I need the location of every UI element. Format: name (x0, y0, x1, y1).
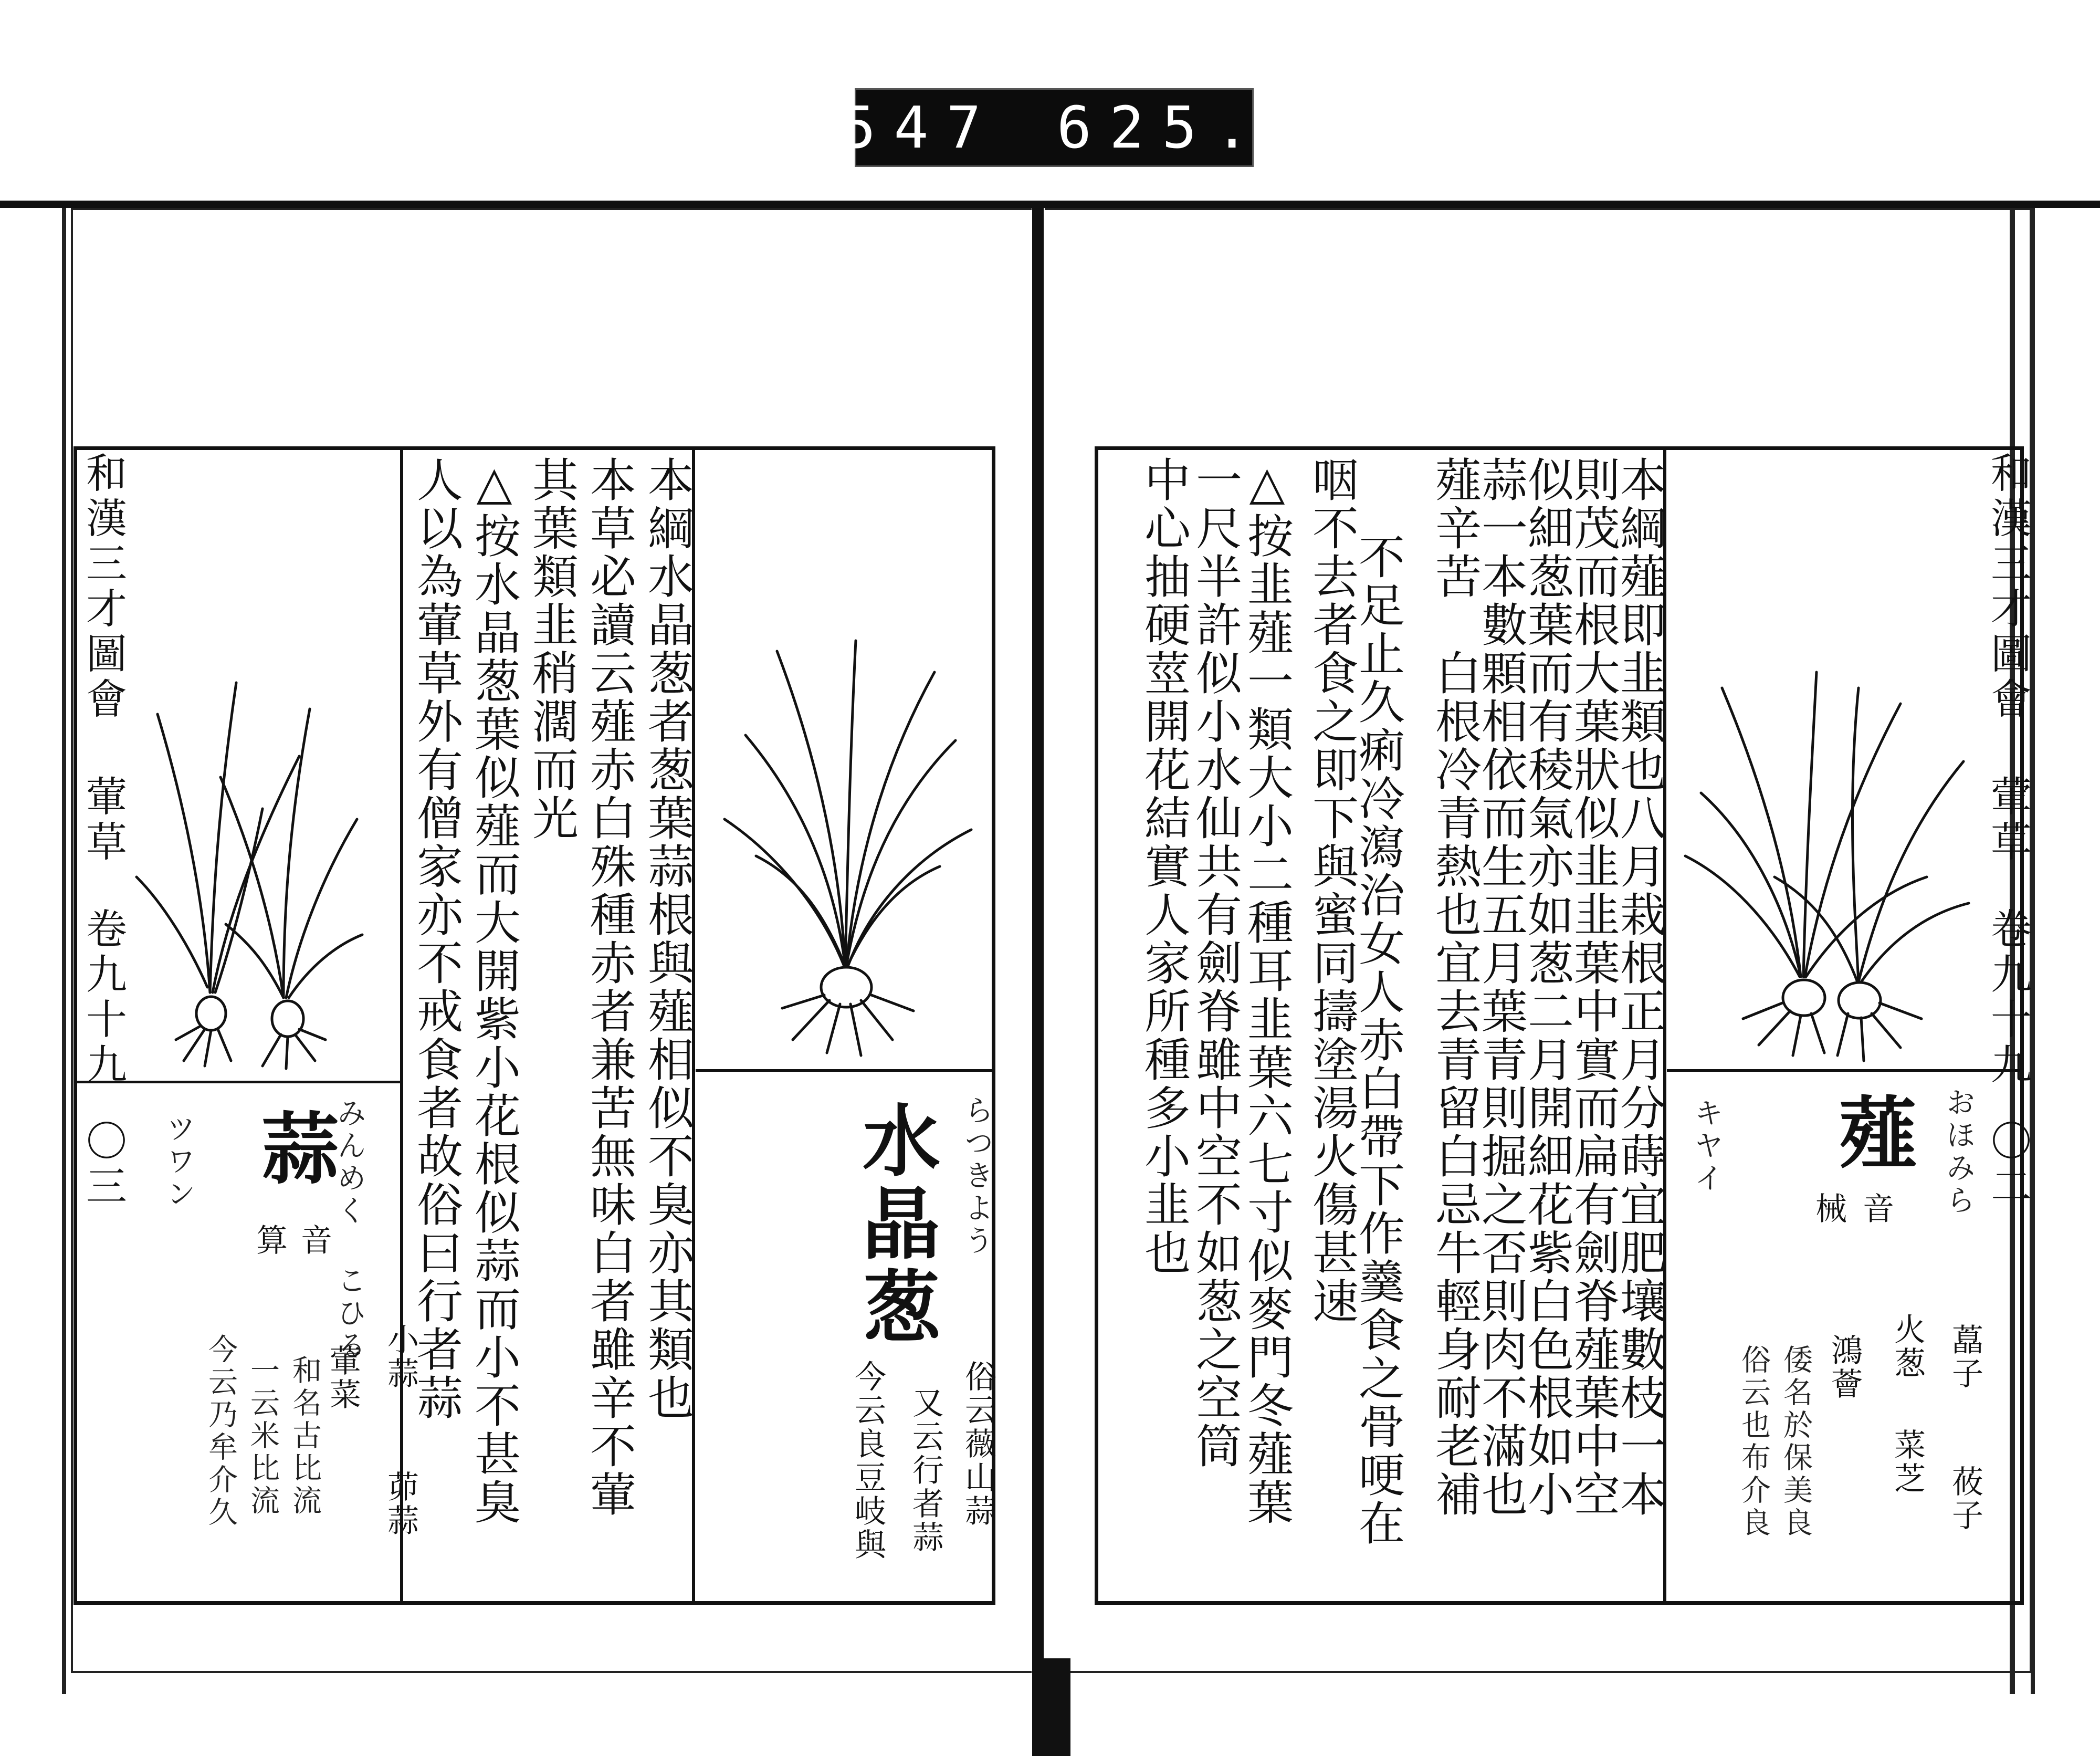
film-number-right: 625. (1056, 94, 1267, 161)
xie-yin-label: 音 (1857, 1192, 1894, 1226)
suan-yin-label: 音 (296, 1224, 332, 1257)
left-text-column: 其葉類韭稍濶而光 (525, 456, 579, 842)
xie-illustration (1680, 656, 1974, 1066)
suan-kana-reading: みんめく こひる (332, 1098, 366, 1363)
xie-yin-char: 械 (1810, 1192, 1847, 1226)
film-frame-label (841, 88, 1267, 167)
film-number-left: 547 (841, 94, 999, 161)
suan-wamyo-3: 今云乃牟介久 (204, 1334, 238, 1529)
shuijingcong-illustration (714, 630, 976, 1061)
right-text-column: 不足止久痢冷瀉治女人赤白帶下作羹食之骨哽在 (1351, 533, 1405, 1548)
right-margin-title: 和漢三才圖會葷草卷九十九〇二 (1984, 452, 2031, 1210)
right-text-column: 薤辛苦 白根冷青熱也宜去青留白忌牛輕身耐老補 (1428, 456, 1482, 1519)
garlic-illustration (126, 651, 368, 1071)
shuijingcong-title: 水晶葱 (850, 1100, 941, 1349)
book-top-edge (0, 201, 2100, 208)
xie-alias-3: 火葱 (1889, 1313, 1926, 1380)
left-text-column: 本草必讀云薤赤白殊種赤者兼苦無味白者雖辛不葷 (583, 456, 637, 1519)
suan-yin-char: 算 (251, 1224, 288, 1257)
left-illustration-base-b (696, 1069, 992, 1072)
shuijingcong-alias-1: 俗云薇山蒜 (960, 1360, 996, 1528)
xie-alias-5: 鴻薈 (1826, 1334, 1863, 1401)
shuijingcong-alias-3: 今云良豆岐與 (849, 1360, 886, 1562)
xie-wamyo-2: 俗云也布介良 (1737, 1344, 1771, 1540)
right-text-column: 則茂而根大葉狀似韭韭葉中實而扁有劍脊薤葉中空 (1567, 456, 1621, 1519)
xie-kana-reading: おほみら (1941, 1087, 1976, 1217)
right-text-column: 本綱薤即韭類也八月栽根正月分蒔宜肥壤數枝一本 (1613, 456, 1667, 1519)
left-text-column: △按水晶葱葉似薤而大開紫小花根似蒜而小不甚臭 (467, 456, 521, 1527)
shuijingcong-kana-reading: らつきよう (960, 1095, 994, 1258)
left-text-column: 本綱水晶葱者葱葉蒜根與薤相似不臭亦其類也 (640, 456, 695, 1422)
left-divider-a (400, 450, 403, 1601)
right-text-column: 蒜一本數顆相依而生五月葉青則掘之否則肉不滿也 (1474, 456, 1528, 1519)
book-spine (1032, 201, 1044, 1756)
right-text-column: 中心抽硬莖開花結實人家所種多小韭也 (1137, 456, 1191, 1277)
xie-alias-4: 菜芝 (1889, 1428, 1926, 1496)
right-illustration-base (1667, 1069, 2020, 1072)
xie-wamyo-1: 倭名於保美良 (1779, 1344, 1813, 1540)
suan-alias-2: 茆蒜 (382, 1470, 419, 1538)
left-margin-title: 和漢三才圖會葷草卷九十九〇三 (79, 452, 127, 1210)
left-page-edge (62, 208, 66, 1694)
right-text-column: △按韭薤一類大小二種耳韭葉六七寸似麥門冬薤葉 (1240, 456, 1294, 1527)
right-text-column: 似細葱葉而有稜氣亦如葱二月開細花紫白色根如小 (1520, 456, 1574, 1519)
suan-wamyo-2: 一云米比流 (246, 1355, 280, 1518)
shuijingcong-alias-2: 又云行者蒜 (907, 1386, 944, 1554)
xie-katakana: キヤイ (1689, 1098, 1724, 1195)
suan-alias-1: 小蒜 (382, 1323, 419, 1391)
left-text-column: 人以為葷草外有僧家亦不戒食者故俗曰行者蒜 (410, 456, 464, 1422)
spine-tab (1037, 1658, 1070, 1756)
suan-title: 蒜 (249, 1108, 340, 1191)
right-text-column: 咽不去者食之即下與蜜同擣塗湯火傷甚速 (1305, 456, 1359, 1325)
xie-title: 薤 (1826, 1092, 1918, 1175)
right-text-column: 一尺半許似小水仙共有劍脊雖中空不如葱之空筒 (1189, 456, 1243, 1470)
suan-alias-3: 葷菜 (324, 1344, 361, 1412)
suan-wamyo-1: 和名古比流 (288, 1355, 322, 1518)
xie-alias-1: 藠子 (1947, 1323, 1983, 1391)
xie-alias-2: 莜子 (1947, 1465, 1983, 1532)
suan-katakana: ツワン (162, 1113, 196, 1211)
